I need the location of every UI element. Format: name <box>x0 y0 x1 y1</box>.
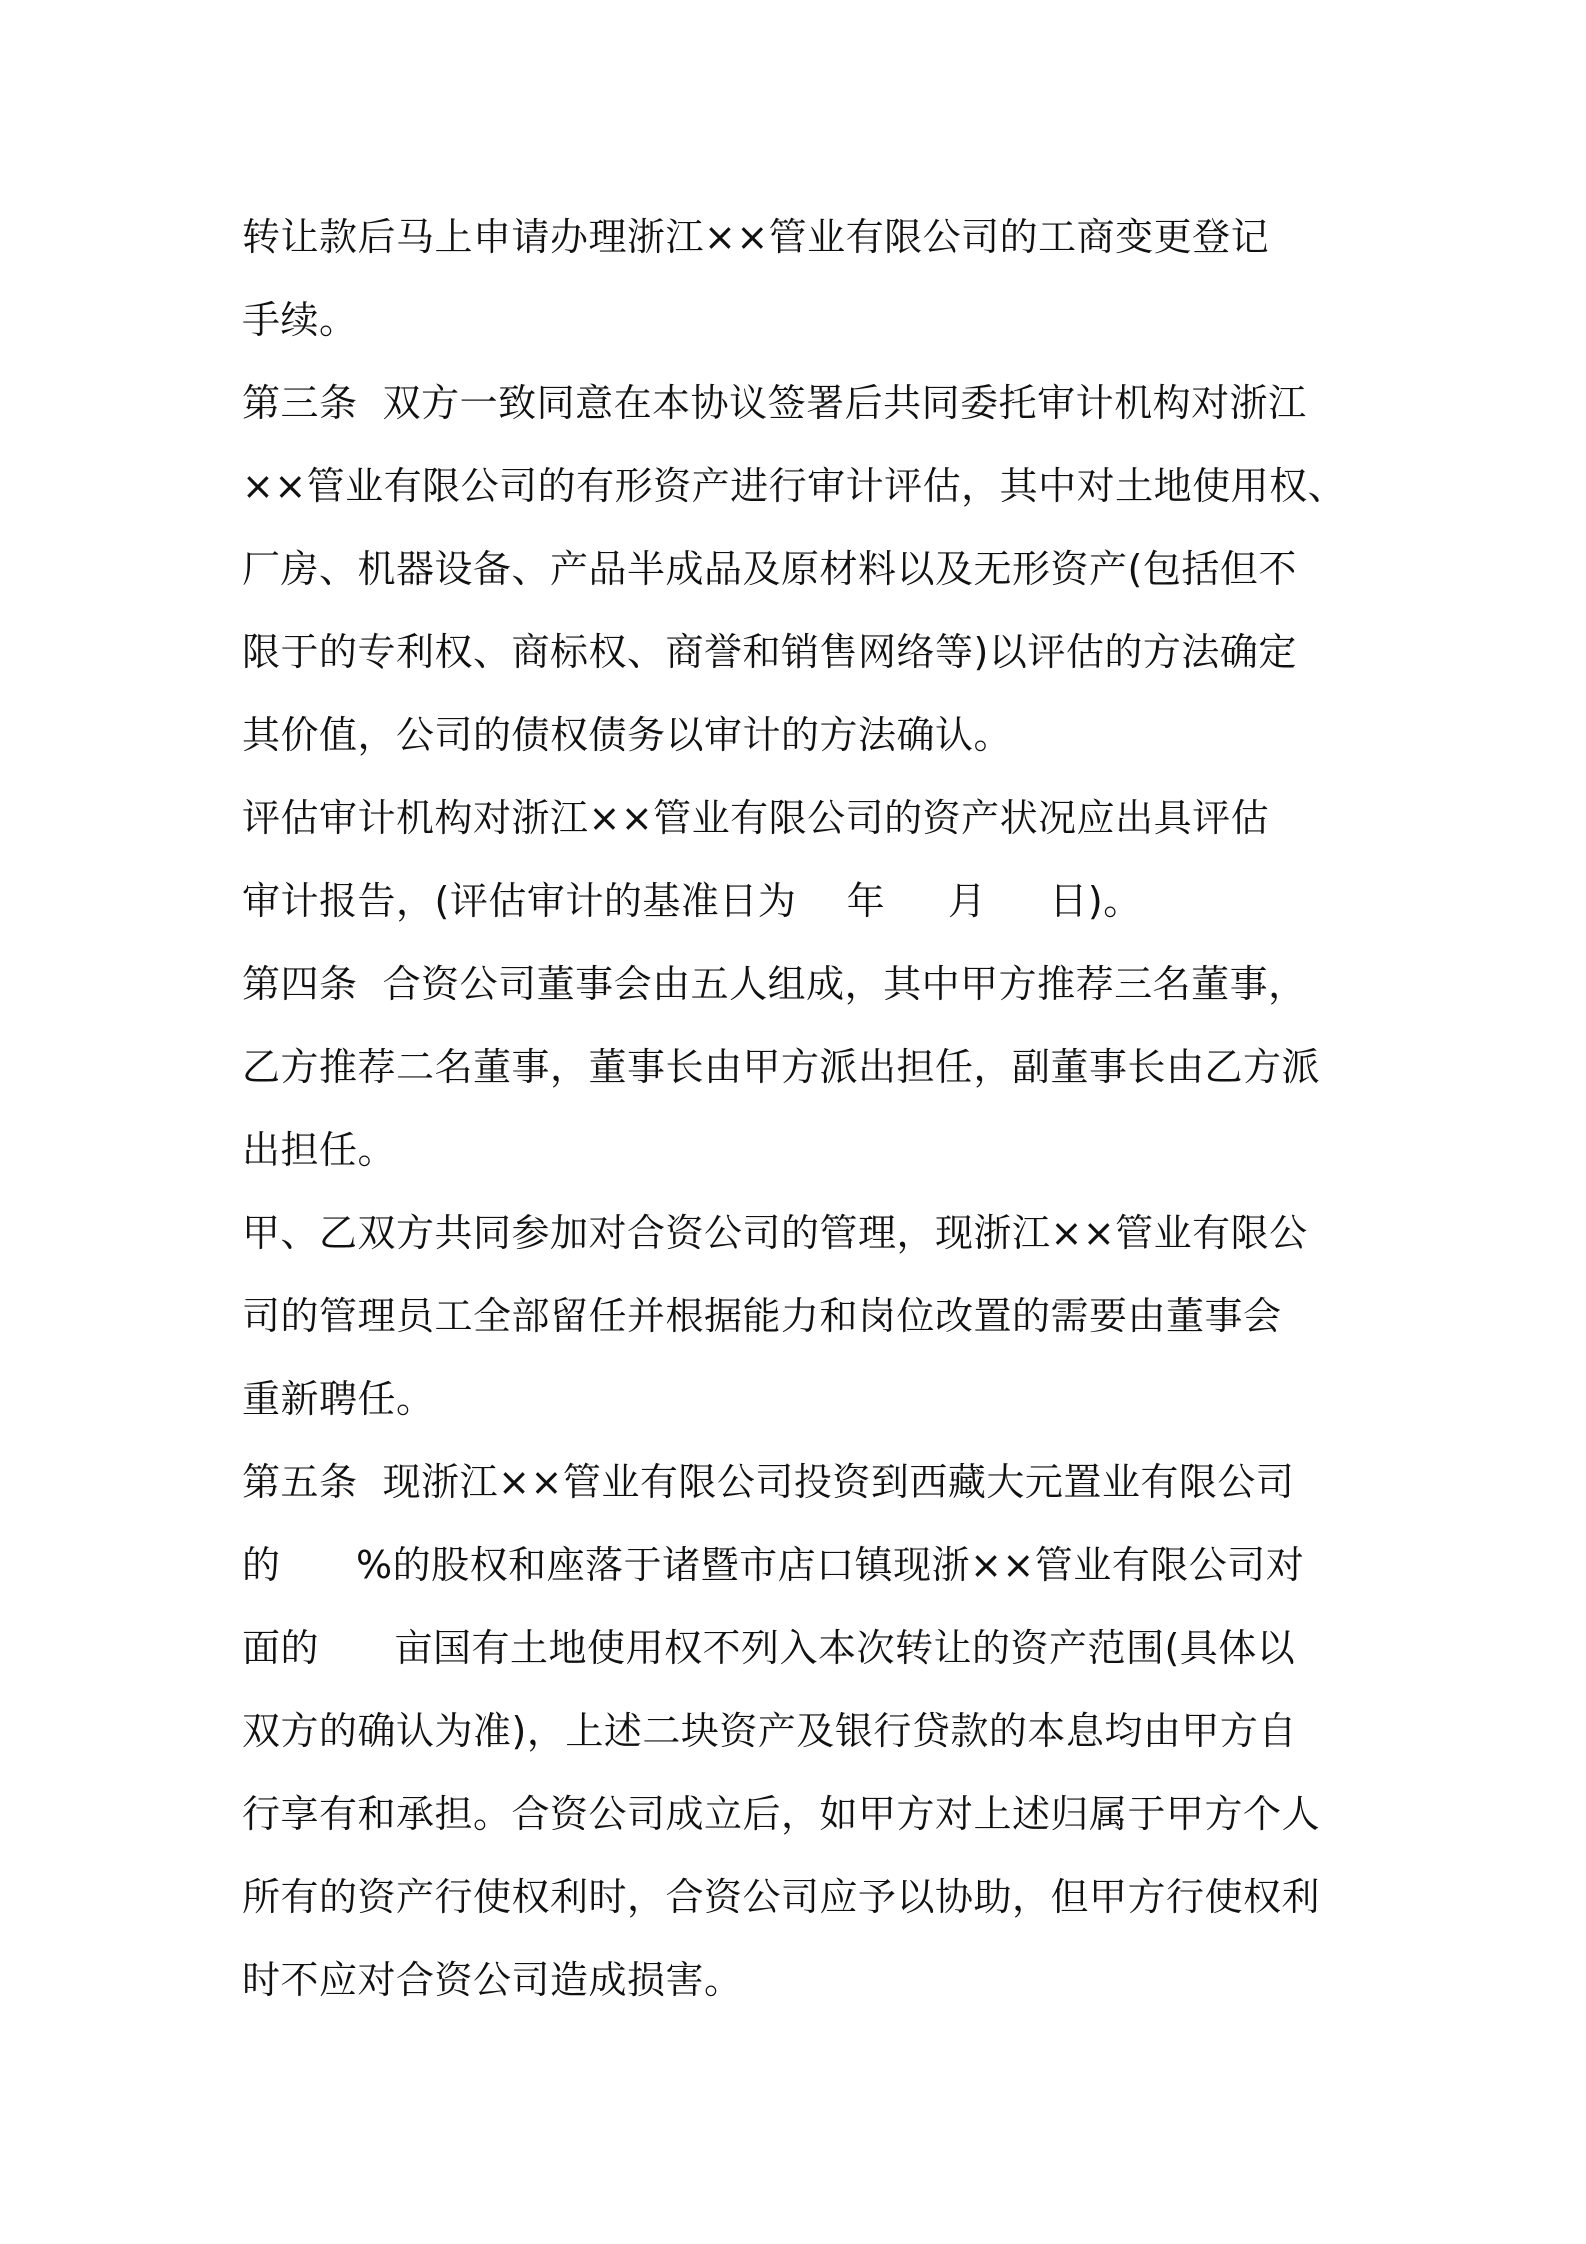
text-line: 手续。 <box>242 298 358 342</box>
text-line: 转让款后马上申请办理浙江××管业有限公司的工商变更登记 <box>242 215 1270 259</box>
article-3-heading-line: 第三条 双方一致同意在本协议签署后共同委托审计机构对浙江 <box>242 381 1307 425</box>
text-line: 乙方推荐二名董事，董事长由甲方派出担任，副董事长由乙方派 <box>242 1045 1321 1089</box>
text-line: 双方的确认为准)，上述二块资产及银行贷款的本息均由甲方自 <box>242 1709 1297 1753</box>
text-line: 的 %的股权和座落于诸暨市店口镇现浙××管业有限公司对 <box>242 1543 1305 1587</box>
text-line: 面的 亩国有土地使用权不列入本次转让的资产范围(具体以 <box>242 1626 1296 1670</box>
text-line: ××管业有限公司的有形资产进行审计评估，其中对土地使用权、 <box>242 464 1347 508</box>
text-line: 行享有和承担。合资公司成立后，如甲方对上述归属于甲方个人 <box>242 1792 1321 1836</box>
text-line: 司的管理员工全部留任并根据能力和岗位改置的需要由董事会 <box>242 1294 1282 1338</box>
article-5-heading-line: 第五条 现浙江××管业有限公司投资到西藏大元置业有限公司 <box>242 1460 1295 1504</box>
text-line: 审计报告，(评估审计的基准日为 年 月 日)。 <box>242 879 1142 923</box>
text-line: 重新聘任。 <box>242 1377 435 1421</box>
article-4-heading-line: 第四条 合资公司董事会由五人组成，其中甲方推荐三名董事， <box>242 962 1307 1006</box>
text-line: 时不应对合资公司造成损害。 <box>242 1958 743 2002</box>
text-line: 评估审计机构对浙江××管业有限公司的资产状况应出具评估 <box>242 796 1270 840</box>
text-line: 甲、乙双方共同参加对合资公司的管理，现浙江××管业有限公 <box>242 1211 1308 1255</box>
text-line: 出担任。 <box>242 1128 397 1172</box>
text-line: 厂房、机器设备、产品半成品及原材料以及无形资产(包括但不 <box>242 547 1297 591</box>
text-line: 所有的资产行使权利时，合资公司应予以协助，但甲方行使权利 <box>242 1875 1321 1919</box>
agreement-body-text <box>242 196 1372 2022</box>
text-line: 其价值，公司的债权债务以审计的方法确认。 <box>242 713 1013 757</box>
text-line: 限于的专利权、商标权、商誉和销售网络等)以评估的方法确定 <box>242 630 1297 674</box>
